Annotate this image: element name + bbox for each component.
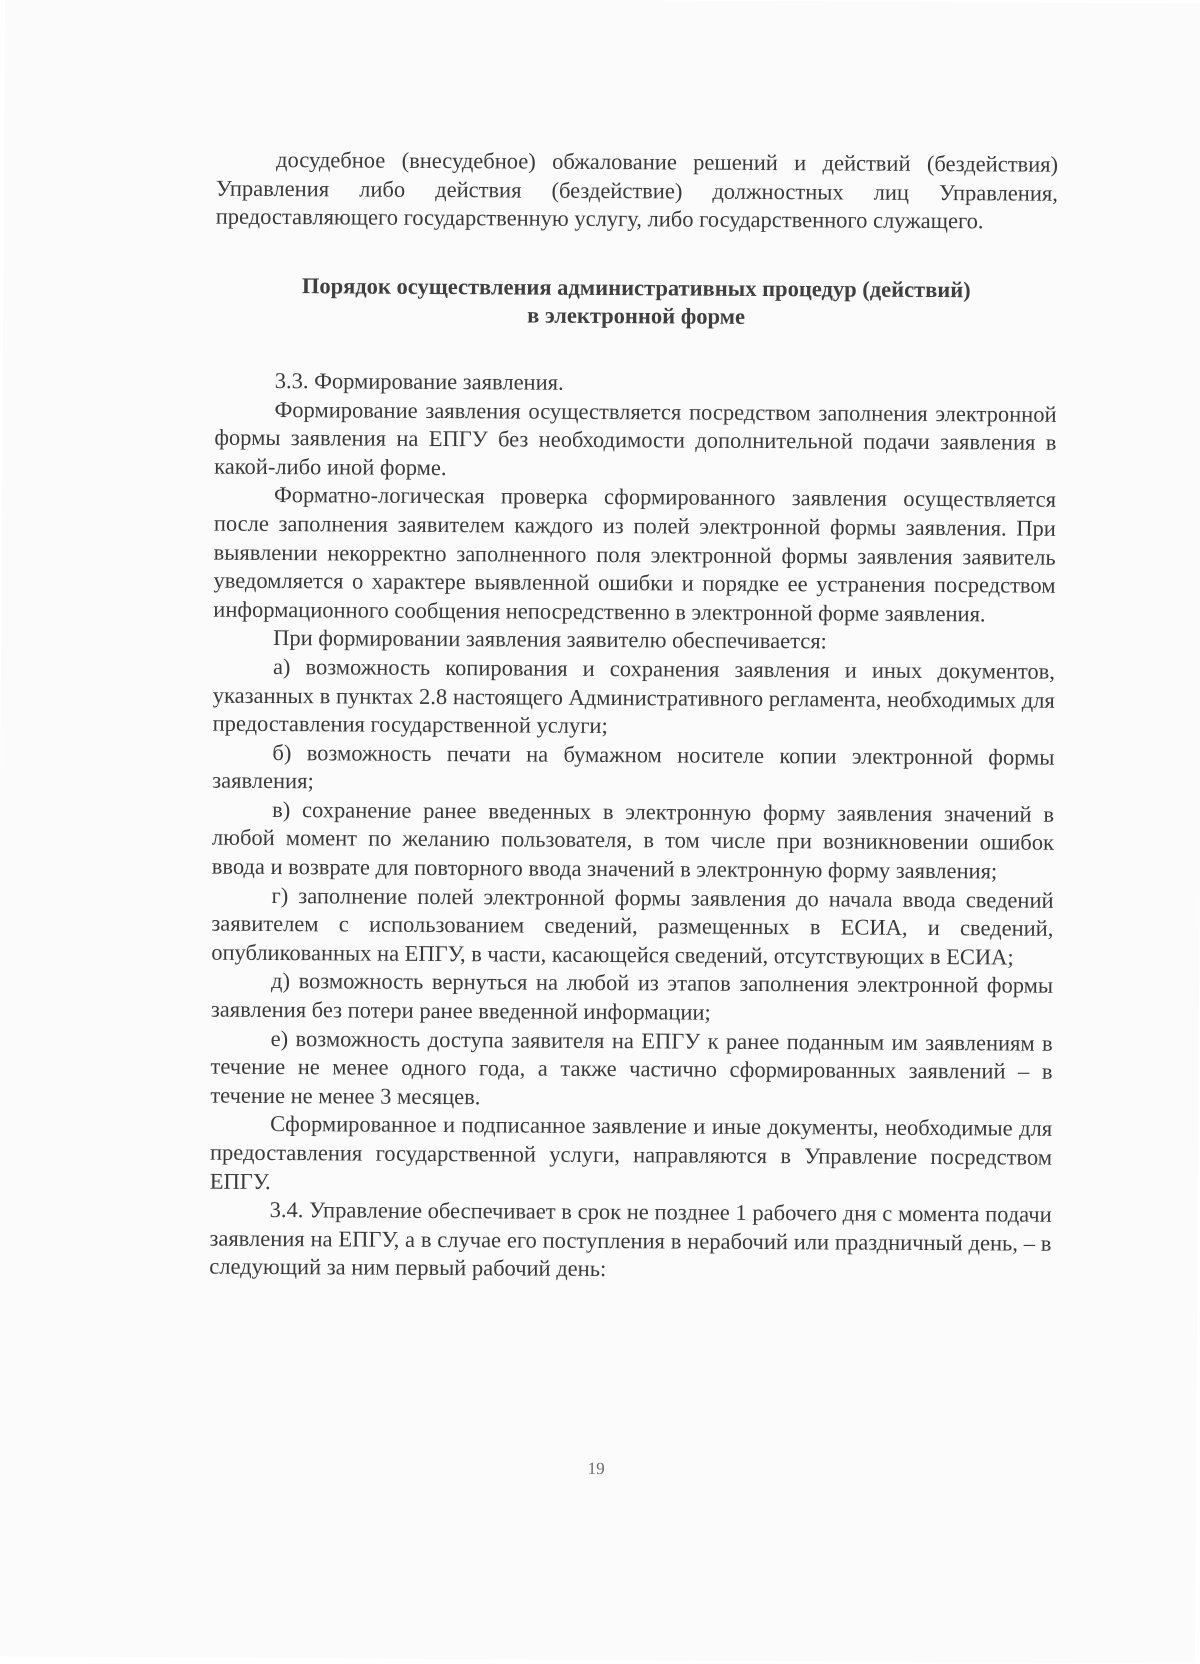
page-number: 19 bbox=[587, 1458, 605, 1479]
paragraph-3-4: 3.4. Управление обеспечивает в срок не позднее 1 рабочего дня с момента подачи заявления на ЕПГУ, а в случае его поступления в нерабочий или праздничный день, – в следующий за ним первый рабочий день: bbox=[209, 1197, 1052, 1282]
list-item-v: в) сохранение ранее введенных в электронную форму заявления значений в любой момент по желанию пользователя, в том числе при возникновении ошибок ввода и возврате для повторного ввода значений в электронную форму заявления; bbox=[211, 796, 1055, 884]
list-item-e: е) возможность доступа заявителя на ЕПГУ к ранее поданным им заявлениям в течение не менее одного года, а также частично сформированных заявлений – в течение не менее 3 месяцев. bbox=[210, 1025, 1053, 1110]
list-item-a: а) возможность копирования и сохранения заявления и иных документов, указанных в пунктах 2.8 настоящего Административного регламента, необходимых для предоставления государственной услуги; bbox=[212, 653, 1056, 739]
section-heading-line-1: Порядок осуществления административных процедур (действий) bbox=[301, 272, 971, 303]
paragraph-form-filling: Формирование заявления осуществляется посредством заполнения электронной формы заявления на ЕПГУ без необходимости дополнительной подачи заявления в какой-либо иной форме. bbox=[214, 396, 1057, 480]
paragraph-submission: Сформированное и подписанное заявление и иные документы, необходимые для предоставления государственной услуги, направляются в Управление посредством ЕПГУ. bbox=[209, 1111, 1053, 1194]
paragraph-provided-list-intro: При формировании заявления заявителю обеспечивается: bbox=[273, 625, 827, 654]
list-item-d: д) возможность вернуться на любой из этапов заполнения электронной формы заявления без потери ранее введенной информации; bbox=[210, 968, 1054, 1025]
list-item-b: б) возможность печати на бумажном носителе копии электронной формы заявления; bbox=[212, 739, 1055, 794]
paragraph-3-3-title: 3.3. Формирование заявления. bbox=[274, 367, 564, 395]
section-heading-line-2: в электронной форме bbox=[527, 302, 746, 330]
page-body bbox=[209, 146, 1058, 1287]
list-item-g: г) заполнение полей электронной формы заявления до начала ввода сведений заявителем с использованием сведений, размещенных в ЕСИА, и сведений, опубликованных на ЕПГУ, в части, касающейся сведений, отсутствующих в ЕСИА; bbox=[211, 882, 1054, 970]
intro-paragraph: досудебное (внесудебное) обжалование решений и действий (бездействия) Управления либо действия (бездействие) должностных лиц Управления, предоставляющего государственную услугу, либо государственного служащего. bbox=[215, 147, 1059, 234]
paragraph-format-check: Форматно-логическая проверка сформированного заявления осуществляется после заполнения заявителем каждого из полей электронной формы заявления. При выявлении некорректно заполненного поля электронной формы заявления заявитель уведомляется о характере выявленной ошибки и порядке ее устранения посредством информационного сообщения непосредственно в электронной форме заявления. bbox=[213, 482, 1057, 627]
section-heading bbox=[215, 271, 1057, 333]
